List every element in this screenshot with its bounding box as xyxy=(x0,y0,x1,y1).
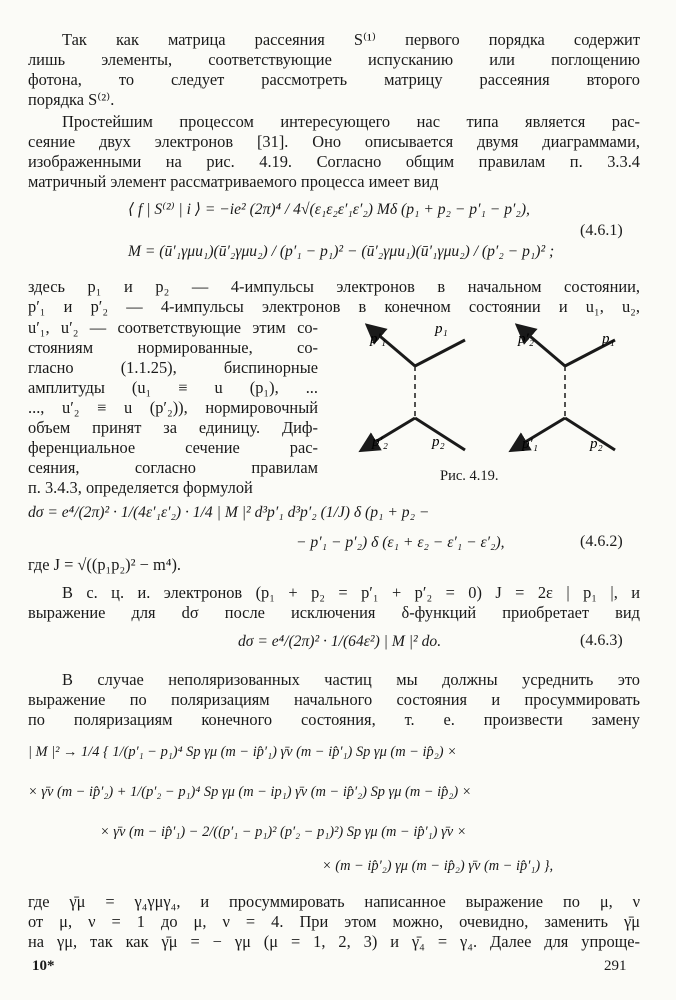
paragraph3-narrow-9: п. 3.4.3, определяется формулой xyxy=(28,478,253,497)
eq-4-6-3-number: (4.6.3) xyxy=(580,632,623,649)
eq-4-6-1-line2: M = (ū′₁γμu₁)(ū′₂γμu₂) / (p′₁ − p₁)² − (ū′₂γμu₁)(ū′₁γμu₂) / (p′₂ − p₁)² ; xyxy=(128,243,555,260)
big-eq-line3: × γ̄ν (m − ip̂′₁) − 2/((p′₁ − p₁)² (p′₂ − p₁)²) Sp γμ (m − ip̂′₁) γ̄ν × xyxy=(100,824,467,840)
paragraph3-narrow-4: амплитуды (u₁ ≡ u (p₁), ... xyxy=(28,378,318,397)
paragraph2-line3: изображенными на рис. 4.19. Согласно общим правилам п. 3.3.4 xyxy=(28,152,640,171)
paragraph2-line2: сеяние двух электронов [31]. Оно описывается двумя диаграммами, xyxy=(28,132,640,151)
line-left-top-out xyxy=(415,340,465,366)
paragraph3-narrow-8: сеяния, согласно правилам xyxy=(28,458,318,477)
figure-4-19 xyxy=(340,318,640,463)
eq-4-6-1-line1: ⟨ f | S⁽²⁾ | i ⟩ = −ie² (2π)⁴ / 4√(ε₁ε₂ε′₁ε′₂) Mδ (p₁ + p₂ − p′₁ − p′₂), xyxy=(128,201,530,218)
eq-4-6-2-where: где J = √((p₁p₂)² − m⁴). xyxy=(28,555,181,574)
paragraph6-line2: от μ, ν = 1 до μ, ν = 4. При этом можно, очевидно, заменить γ̄μ xyxy=(28,912,640,931)
eq-4-6-3: dσ = e⁴/(2π)² · 1/(64ε²) | M |² do. xyxy=(238,633,442,650)
paragraph3-narrow-1: u′₁, u′₂ — соответствующие этим со- xyxy=(28,318,318,337)
paragraph3-narrow-6: объем принят за единицу. Диф- xyxy=(28,418,318,437)
label-right-p1prime: p′₁ xyxy=(522,436,538,452)
eq-4-6-2-line1: dσ = e⁴/(2π)² · 1/(4ε′₁ε′₂) · 1/4 | M |² d³p′₁ d³p′₂ (1/J) δ (p₁ + p₂ − xyxy=(28,504,430,521)
line-right-p1prime xyxy=(512,418,565,450)
eq-4-6-2-number: (4.6.2) xyxy=(580,533,623,550)
page-number: 291 xyxy=(604,958,627,974)
big-eq-line1: | M |² → 1/4 { 1/(p′₁ − p₁)⁴ Sp γμ (m − ip̂′₁) γ̄ν (m − ip̂′₁) Sp γμ (m − ip̂₂) × xyxy=(28,744,457,760)
paragraph5-line3: по поляризациям конечного состояния, т. е. произвести замену xyxy=(28,710,640,729)
figure-caption: Рис. 4.19. xyxy=(440,468,499,484)
paragraph1-line3: фотона, то следует рассмотреть матрицу рассеяния второго xyxy=(28,70,640,89)
label-left-p1: p₁ xyxy=(435,321,448,337)
paragraph5-line2: выражение по поляризациям начального состояния и просуммировать xyxy=(28,690,640,709)
signature-mark: 10* xyxy=(32,958,55,974)
paragraph1-line2: лишь элементы, соответствующие испусканию или поглощению xyxy=(28,50,640,69)
label-right-p1: p₁ xyxy=(602,331,615,347)
paragraph3-line1: здесь p₁ и p₂ — 4-импульсы электронов в начальном состоянии, xyxy=(28,277,640,296)
paragraph3-narrow-5: ..., u′₂ ≡ u (p′₂)), нормировочный xyxy=(28,398,318,417)
paragraph1-line4: порядка S⁽²⁾. xyxy=(28,90,115,109)
label-left-p2: p₂ xyxy=(432,434,445,450)
label-left-p2prime: p′₂ xyxy=(372,434,388,450)
label-left-p1prime: p′₁ xyxy=(370,331,386,347)
paragraph1-line1: Так как матрица рассеяния S⁽¹⁾ первого порядка содержит xyxy=(62,30,640,49)
eq-4-6-2-line2: − p′₁ − p′₂) δ (ε₁ + ε₂ − ε′₁ − ε′₂), xyxy=(296,534,505,551)
paragraph4-line1: В с. ц. и. электронов (p₁ + p₂ = p′₁ + p′₂ = 0) J = 2ε | p₁ |, и xyxy=(62,583,640,602)
paragraph3-narrow-3: гласно (1.1.25), биспинорные xyxy=(28,358,318,377)
paragraph4-line2: выражение для dσ после исключения δ-функций приобретает вид xyxy=(28,603,640,622)
paragraph3-narrow-7: ференциальное сечение рас- xyxy=(28,438,318,457)
label-right-p2prime: p′₂ xyxy=(518,331,534,347)
eq-4-6-1-number: (4.6.1) xyxy=(580,222,623,239)
paragraph2-line1: Простейшим процессом интересующего нас типа является рас- xyxy=(62,112,640,131)
paragraph3-line2: p′₁ и p′₂ — 4-импульсы электронов в конечном состоянии и u₁, u₂, xyxy=(28,297,640,316)
big-eq-line4: × (m − ip̂′₂) γμ (m − ip̂₂) γ̄ν (m − ip̂′₁) }, xyxy=(322,858,554,874)
paragraph5-line1: В случае неполяризованных частиц мы должны усреднить это xyxy=(62,670,640,689)
big-eq-line2: × γ̄ν (m − ip̂′₂) + 1/(p′₂ − p₁)⁴ Sp γμ (m − ip₁) γ̄ν (m − ip̂′₂) Sp γμ (m − ip̂₂) × xyxy=(28,784,472,800)
label-right-p2: p₂ xyxy=(590,436,603,452)
line-left-p2prime xyxy=(362,418,415,450)
paragraph6-line1: где γ̄μ = γ₄γμγ₄, и просуммировать написанное выражение по μ, ν xyxy=(28,892,640,911)
paragraph2-line4: матричный элемент рассматриваемого процесса имеет вид xyxy=(28,172,439,191)
paragraph3-narrow-2: стояниям нормированные, со- xyxy=(28,338,318,357)
paragraph6-line3: на γμ, так как γ̄μ = − γμ (μ = 1, 2, 3) и γ̄₄ = γ₄. Далее для упроще- xyxy=(28,932,640,951)
